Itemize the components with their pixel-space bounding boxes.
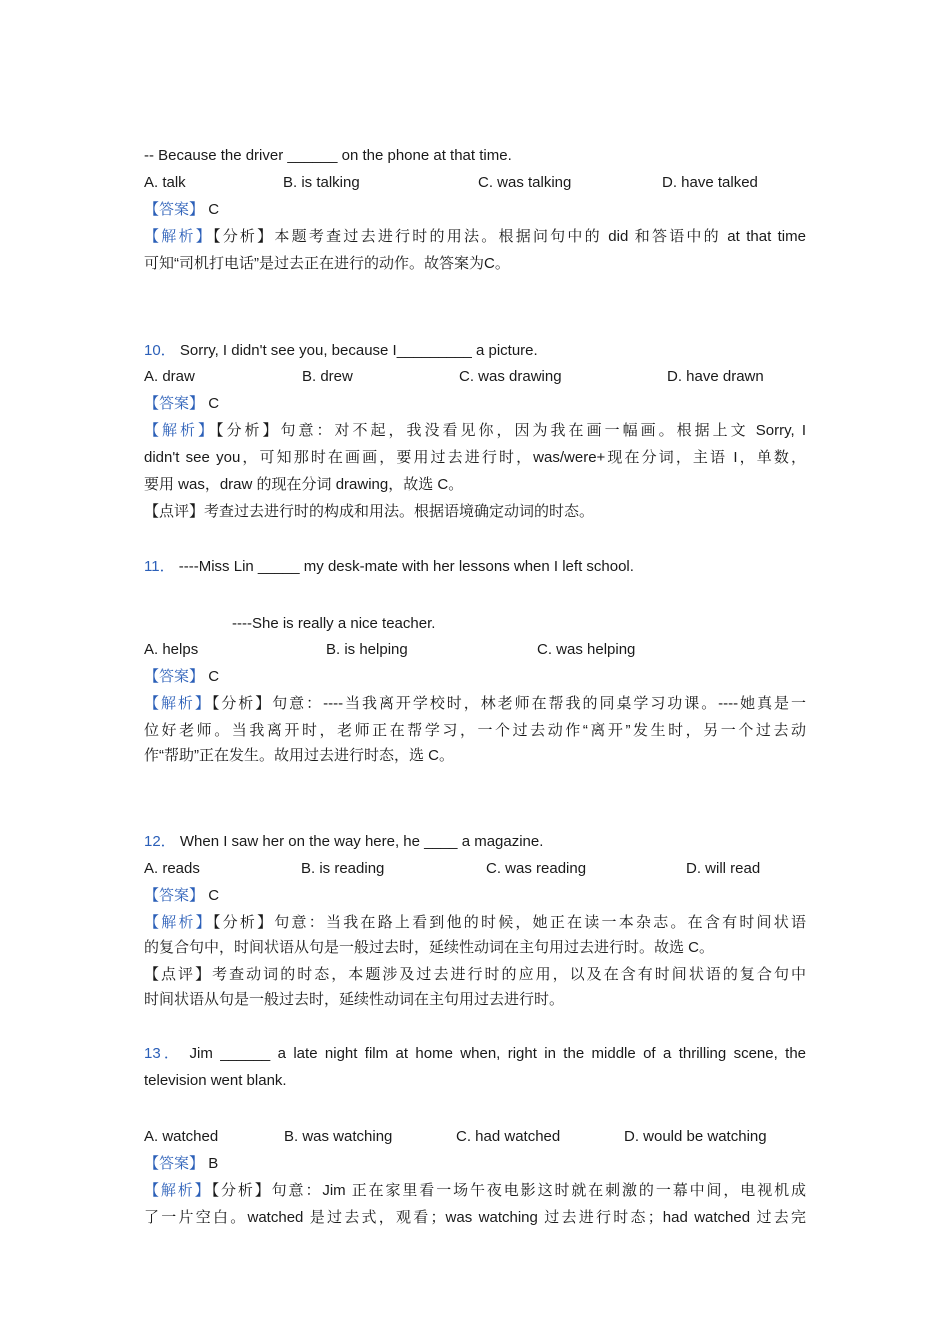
q9-answer [144, 200, 219, 220]
q11-analysis-line3: 作“帮助”正在发生。故用过去进行时态，选 C。 [144, 747, 454, 764]
answer-tag: 【答案】 [144, 1155, 205, 1172]
q10-option-d: D. have drawn [667, 368, 764, 385]
question-number: 12． [144, 833, 176, 850]
q10-analysis-line1: 【解析】【分析】句意：对不起，我没看见你，因为我在画一幅画。根据上文 Sorry, I [144, 422, 806, 439]
q11-option-a: A. helps [144, 641, 199, 658]
answer-value: C [208, 887, 220, 904]
q10-analysis-line2: didn't see you，可知那时在画画，要用过去进行时，was/were+现在分词，主语 I，单数， [144, 449, 806, 466]
analysis-tag: 【解析】 [144, 422, 217, 439]
q12-answer [144, 886, 219, 906]
q12-option-a: A. reads [144, 860, 200, 877]
answer-value: C [208, 668, 220, 685]
q12-comment-line2: 时间状语从句是一般过去时，延续性动词在主句用过去进行时。 [144, 991, 565, 1008]
q10-answer [144, 394, 219, 414]
q13-question-line1: 13． Jim ______ a late night film at home when, right in the middle of a thrilling scene, the [144, 1045, 807, 1062]
q10-question: 10． Sorry, I didn't see you, because I_________ a picture. [144, 342, 538, 359]
q9-option-b: B. is talking [283, 174, 360, 191]
analysis-tag: 【解析】 [144, 1182, 212, 1199]
q13-option-d: D. would be watching [624, 1128, 767, 1145]
answer-value: C [208, 201, 220, 218]
q13-answer [144, 1154, 218, 1174]
q11-question: 11． ----Miss Lin _____ my desk-mate with her lessons when I left school. [144, 558, 634, 575]
q12-option-d: D. will read [686, 860, 761, 877]
q11-answer [144, 667, 219, 687]
q13-option-c: C. had watched [456, 1128, 561, 1145]
question-number: 11． [144, 558, 175, 575]
q12-analysis-line1: 【解析】【分析】句意：当我在路上看到他的时候，她正在读一本杂志。在含有时间状语 [144, 914, 806, 931]
q12-question: 12． When I saw her on the way here, he ____ a magazine. [144, 833, 544, 850]
answer-tag: 【答案】 [144, 668, 205, 685]
q13-option-b: B. was watching [284, 1128, 393, 1145]
q11-reply: ----She is really a nice teacher. [232, 615, 436, 632]
q10-analysis-line3: 要用 was，draw 的现在分词 drawing，故选 C。 [144, 476, 464, 493]
q10-option-b: B. drew [302, 368, 353, 385]
q12-comment-line1: 【点评】考查动词的时态，本题涉及过去进行时的应用，以及在含有时间状语的复合句中 [144, 966, 806, 983]
answer-value: C [208, 395, 220, 412]
q13-analysis-line2: 了一片空白。watched 是过去式，观看；was watching 过去进行时态；had watched 过去完 [144, 1209, 806, 1226]
q12-option-c: C. was reading [486, 860, 587, 877]
question-number: 10． [144, 342, 176, 359]
q9-question: -- Because the driver ______ on the phone at that time. [144, 147, 512, 164]
q9-analysis-line1: 【解析】【分析】本题考查过去进行时的用法。根据问句中的 did 和答语中的 at that time [144, 228, 806, 245]
q12-analysis-line2: 的复合句中，时间状语从句是一般过去时，延续性动词在主句用过去进行时。故选 C。 [144, 939, 715, 956]
q9-option-a: A. talk [144, 174, 186, 191]
answer-tag: 【答案】 [144, 395, 205, 412]
q10-option-c: C. was drawing [459, 368, 562, 385]
q10-option-a: A. draw [144, 368, 195, 385]
analysis-tag: 【解析】 [144, 228, 213, 245]
answer-value: B [208, 1155, 219, 1172]
q13-option-a: A. watched [144, 1128, 219, 1145]
q13-question-line2: television went blank. [144, 1072, 287, 1089]
q12-option-b: B. is reading [301, 860, 385, 877]
q11-analysis-line2: 位好老师。当我离开时，老师正在帮学习，一个过去动作“离开”发生时，另一个过去动 [144, 722, 806, 739]
analysis-tag: 【解析】 [144, 914, 213, 931]
q9-analysis-line2: 可知“司机打电话”是过去正在进行的动作。故答案为C。 [144, 255, 510, 272]
q11-option-b: B. is helping [326, 641, 408, 658]
analysis-tag: 【解析】 [144, 695, 212, 712]
q13-analysis-line1: 【解析】【分析】句意：Jim 正在家里看一场午夜电影这时就在刺激的一幕中间，电视机成 [144, 1182, 806, 1199]
q11-analysis-line1: 【解析】【分析】句意：----当我离开学校时，林老师在帮我的同桌学习功课。----她真是一 [144, 695, 806, 712]
question-number: 13． [144, 1045, 183, 1062]
q10-comment: 【点评】考查过去进行时的构成和用法。根据语境确定动词的时态。 [144, 503, 595, 520]
answer-tag: 【答案】 [144, 201, 205, 218]
q9-option-c: C. was talking [478, 174, 572, 191]
answer-tag: 【答案】 [144, 887, 205, 904]
q9-option-d: D. have talked [662, 174, 758, 191]
q11-option-c: C. was helping [537, 641, 636, 658]
